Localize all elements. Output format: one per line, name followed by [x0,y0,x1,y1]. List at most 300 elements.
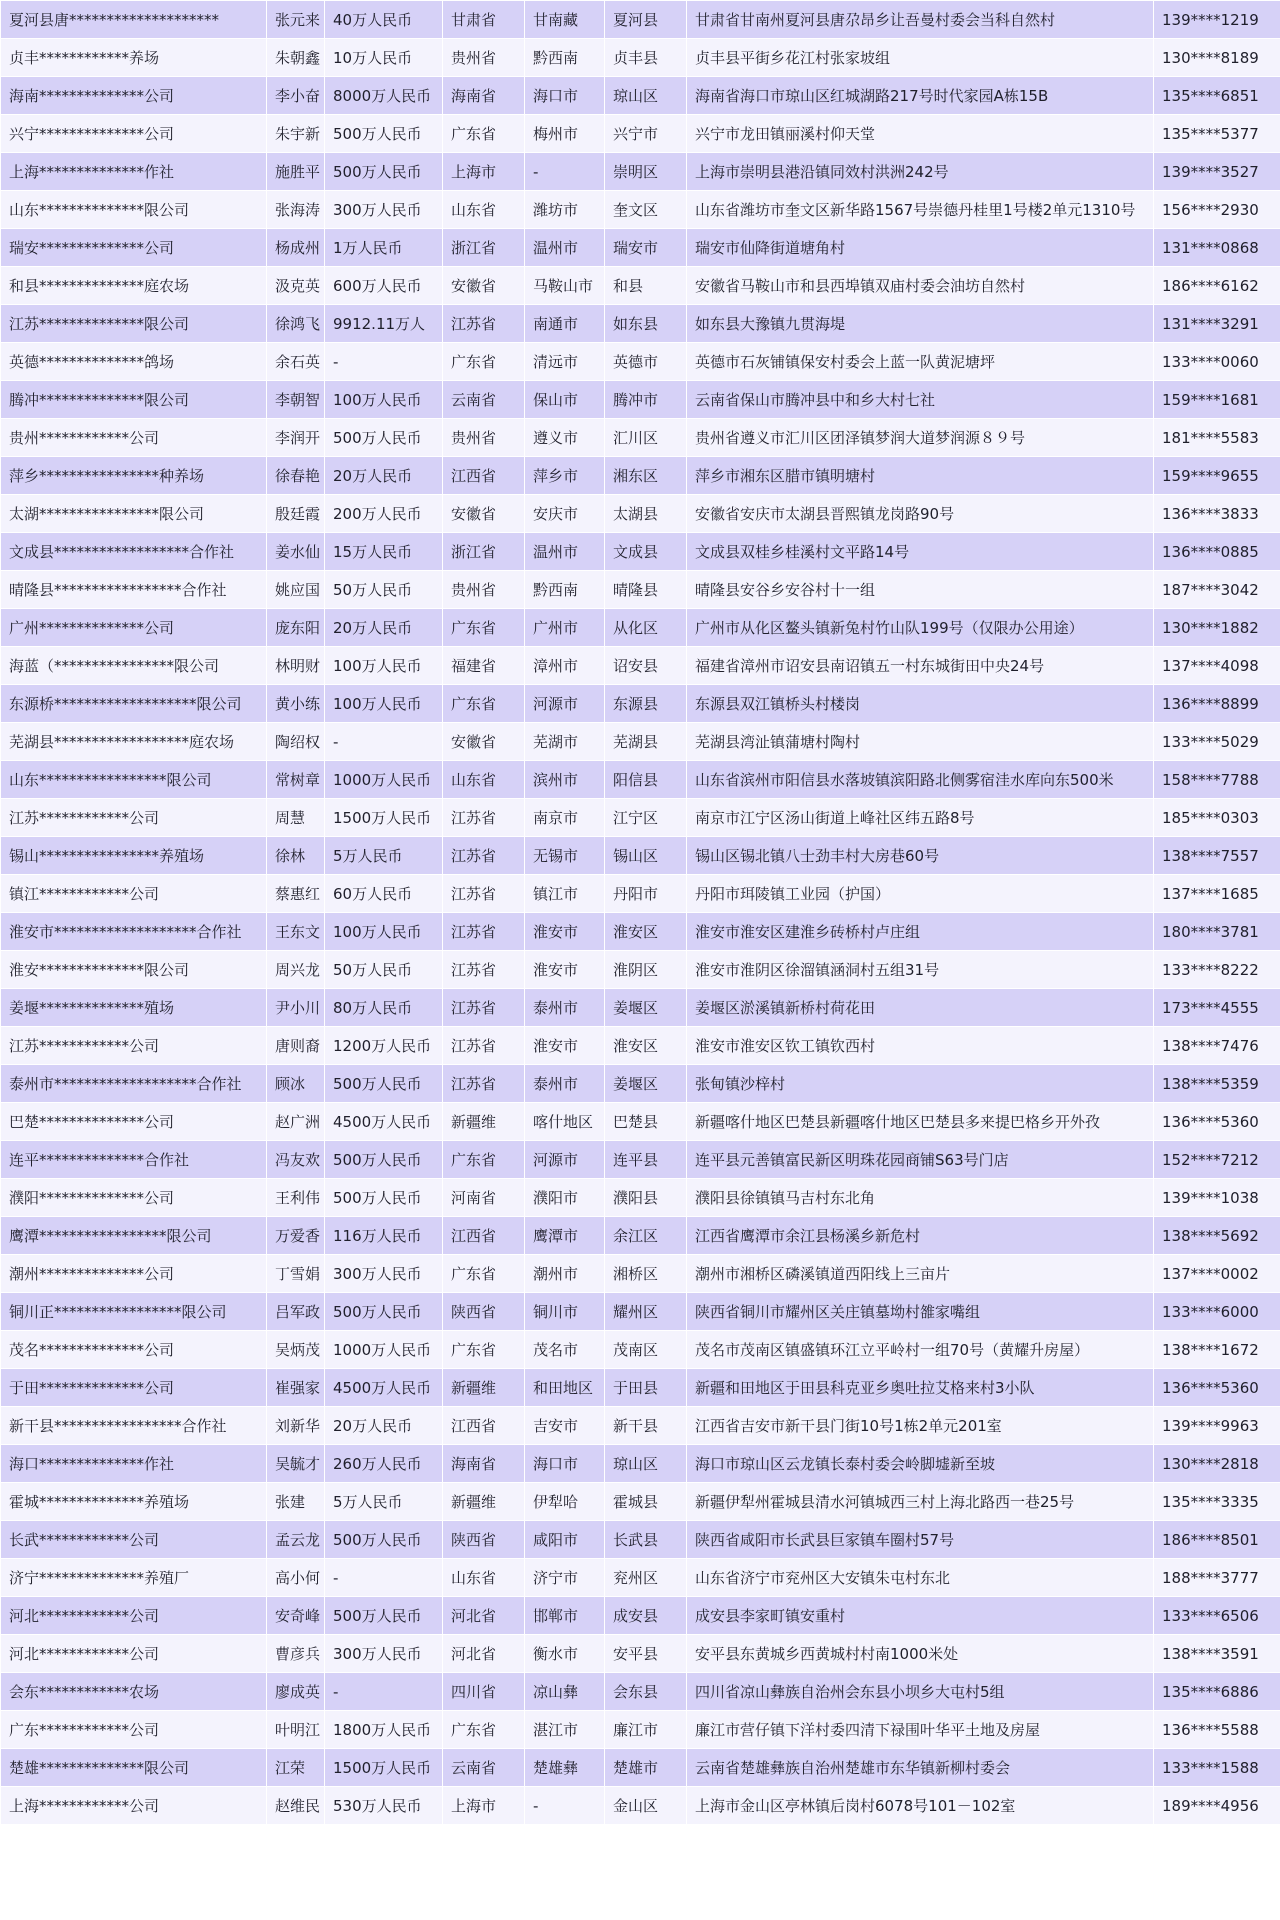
table-row [1,1597,1280,1635]
city-cell: 黔西南 [525,39,605,77]
phone-cell: 133****8222 [1154,951,1280,989]
phone-cell: 138****1672 [1154,1331,1280,1369]
legal-rep-cell: 徐鸿飞 [267,305,325,343]
address-cell: 安平县东黄城乡西黄城村村南1000米处 [687,1635,1154,1673]
company-name-cell: 潮州**************公司 [1,1255,267,1293]
city-cell: 潮州市 [525,1255,605,1293]
phone-cell: 159****9655 [1154,457,1280,495]
district-cell: 贞丰县 [605,39,687,77]
phone-cell: 188****3777 [1154,1559,1280,1597]
province-cell: 广东省 [443,343,525,381]
district-cell: 兴宁市 [605,115,687,153]
legal-rep-cell: 黄小练 [267,685,325,723]
table-row [1,229,1280,267]
district-cell: 江宁区 [605,799,687,837]
table-row [1,1027,1280,1065]
registered-capital-cell: 260万人民币 [325,1445,443,1483]
phone-cell: 137****4098 [1154,647,1280,685]
phone-cell: 139****9963 [1154,1407,1280,1445]
legal-rep-cell: 周兴龙 [267,951,325,989]
city-cell: 南京市 [525,799,605,837]
registered-capital-cell: - [325,1673,443,1711]
registered-capital-cell: 1200万人民币 [325,1027,443,1065]
city-cell: - [525,1787,605,1825]
address-cell: 锡山区锡北镇八士劲丰村大房巷60号 [687,837,1154,875]
district-cell: 夏河县 [605,1,687,39]
table-row [1,1,1280,39]
address-cell: 云南省楚雄彝族自治州楚雄市东华镇新柳村委会 [687,1749,1154,1787]
district-cell: 巴楚县 [605,1103,687,1141]
table-row [1,1521,1280,1559]
phone-cell: 131****3291 [1154,305,1280,343]
district-cell: 廉江市 [605,1711,687,1749]
phone-cell: 139****1219 [1154,1,1280,39]
legal-rep-cell: 周慧 [267,799,325,837]
address-cell: 淮安市淮阴区徐溜镇涵洞村五组31号 [687,951,1154,989]
company-name-cell: 连平**************合作社 [1,1141,267,1179]
province-cell: 广东省 [443,685,525,723]
city-cell: 温州市 [525,229,605,267]
company-name-cell: 夏河县唐******************** [1,1,267,39]
province-cell: 广东省 [443,1711,525,1749]
district-cell: 余江区 [605,1217,687,1255]
phone-cell: 133****6000 [1154,1293,1280,1331]
registered-capital-cell: 1000万人民币 [325,1331,443,1369]
company-name-cell: 和县**************庭农场 [1,267,267,305]
phone-cell: 139****3527 [1154,153,1280,191]
registered-capital-cell: 1500万人民币 [325,1749,443,1787]
address-cell: 如东县大豫镇九贯海堤 [687,305,1154,343]
address-cell: 山东省潍坊市奎文区新华路1567号崇德丹桂里1号楼2单元1310号 [687,191,1154,229]
registered-capital-cell: 300万人民币 [325,1255,443,1293]
district-cell: 锡山区 [605,837,687,875]
address-cell: 兴宁市龙田镇丽溪村仰天堂 [687,115,1154,153]
address-cell: 姜堰区淤溪镇新桥村荷花田 [687,989,1154,1027]
address-cell: 淮安市淮安区钦工镇钦西村 [687,1027,1154,1065]
company-name-cell: 瑞安**************公司 [1,229,267,267]
legal-rep-cell: 张建 [267,1483,325,1521]
city-cell: 濮阳市 [525,1179,605,1217]
phone-cell: 136****5360 [1154,1103,1280,1141]
address-cell: 山东省滨州市阳信县水落坡镇滨阳路北侧雾宿洼水库向东500米 [687,761,1154,799]
legal-rep-cell: 廖成英 [267,1673,325,1711]
province-cell: 贵州省 [443,39,525,77]
company-name-cell: 会东************农场 [1,1673,267,1711]
phone-cell: 186****6162 [1154,267,1280,305]
table-row [1,685,1280,723]
table-row [1,419,1280,457]
city-cell: 温州市 [525,533,605,571]
table-row [1,1483,1280,1521]
registered-capital-cell: - [325,723,443,761]
city-cell: 萍乡市 [525,457,605,495]
phone-cell: 159****1681 [1154,381,1280,419]
company-name-cell: 上海************公司 [1,1787,267,1825]
phone-cell: 156****2930 [1154,191,1280,229]
phone-cell: 136****3833 [1154,495,1280,533]
legal-rep-cell: 丁雪娟 [267,1255,325,1293]
phone-cell: 189****4956 [1154,1787,1280,1825]
phone-cell: 130****2818 [1154,1445,1280,1483]
legal-rep-cell: 徐春艳 [267,457,325,495]
table-row [1,761,1280,799]
legal-rep-cell: 王东文 [267,913,325,951]
province-cell: 安徽省 [443,267,525,305]
address-cell: 四川省凉山彝族自治州会东县小坝乡大屯村5组 [687,1673,1154,1711]
province-cell: 江苏省 [443,875,525,913]
registered-capital-cell: 9912.11万人 [325,305,443,343]
legal-rep-cell: 吴炳茂 [267,1331,325,1369]
registered-capital-cell: - [325,1559,443,1597]
table-row [1,1673,1280,1711]
city-cell: 鹰潭市 [525,1217,605,1255]
province-cell: 江西省 [443,1217,525,1255]
address-cell: 云南省保山市腾冲县中和乡大村七社 [687,381,1154,419]
city-cell: 湛江市 [525,1711,605,1749]
address-cell: 东源县双江镇桥头村楼岗 [687,685,1154,723]
district-cell: 兖州区 [605,1559,687,1597]
legal-rep-cell: 李朝智 [267,381,325,419]
address-cell: 新疆和田地区于田县科克亚乡奥吐拉艾格来村3小队 [687,1369,1154,1407]
registered-capital-cell: 100万人民币 [325,685,443,723]
city-cell: 咸阳市 [525,1521,605,1559]
legal-rep-cell: 朱朝鑫 [267,39,325,77]
district-cell: 阳信县 [605,761,687,799]
district-cell: 于田县 [605,1369,687,1407]
table-row [1,533,1280,571]
phone-cell: 136****5360 [1154,1369,1280,1407]
address-cell: 福建省漳州市诏安县南诏镇五一村东城街田中央24号 [687,647,1154,685]
district-cell: 淮安区 [605,913,687,951]
phone-cell: 130****1882 [1154,609,1280,647]
phone-cell: 187****3042 [1154,571,1280,609]
legal-rep-cell: 江荣 [267,1749,325,1787]
company-name-cell: 太湖****************限公司 [1,495,267,533]
district-cell: 安平县 [605,1635,687,1673]
city-cell: 马鞍山市 [525,267,605,305]
address-cell: 潮州市湘桥区磷溪镇道西阳线上三亩片 [687,1255,1154,1293]
registered-capital-cell: 1000万人民币 [325,761,443,799]
phone-cell: 138****3591 [1154,1635,1280,1673]
table-row [1,1445,1280,1483]
district-cell: 东源县 [605,685,687,723]
registered-capital-cell: 530万人民币 [325,1787,443,1825]
registered-capital-cell: 8000万人民币 [325,77,443,115]
district-cell: 湘东区 [605,457,687,495]
company-name-cell: 泰州市*******************合作社 [1,1065,267,1103]
table-row [1,1407,1280,1445]
table-row [1,39,1280,77]
company-name-cell: 腾冲**************限公司 [1,381,267,419]
province-cell: 上海市 [443,1787,525,1825]
district-cell: 如东县 [605,305,687,343]
legal-rep-cell: 吕军政 [267,1293,325,1331]
district-cell: 从化区 [605,609,687,647]
province-cell: 广东省 [443,609,525,647]
legal-rep-cell: 赵广洲 [267,1103,325,1141]
company-name-cell: 海口**************作社 [1,1445,267,1483]
district-cell: 茂南区 [605,1331,687,1369]
company-name-cell: 淮安**************限公司 [1,951,267,989]
city-cell: 滨州市 [525,761,605,799]
legal-rep-cell: 唐则裔 [267,1027,325,1065]
registered-capital-cell: 100万人民币 [325,913,443,951]
legal-rep-cell: 叶明江 [267,1711,325,1749]
company-name-cell: 兴宁**************公司 [1,115,267,153]
province-cell: 江西省 [443,457,525,495]
phone-cell: 136****8899 [1154,685,1280,723]
legal-rep-cell: 冯友欢 [267,1141,325,1179]
company-table-body [1,1,1280,1825]
phone-cell: 138****7476 [1154,1027,1280,1065]
phone-cell: 138****5692 [1154,1217,1280,1255]
legal-rep-cell: 姜水仙 [267,533,325,571]
registered-capital-cell: 500万人民币 [325,1521,443,1559]
district-cell: 成安县 [605,1597,687,1635]
company-name-cell: 江苏**************限公司 [1,305,267,343]
company-name-cell: 河北************公司 [1,1635,267,1673]
table-row [1,875,1280,913]
province-cell: 广东省 [443,115,525,153]
legal-rep-cell: 常树章 [267,761,325,799]
address-cell: 新疆喀什地区巴楚县新疆喀什地区巴楚县多来提巴格乡开外孜 [687,1103,1154,1141]
phone-cell: 135****5377 [1154,115,1280,153]
district-cell: 霍城县 [605,1483,687,1521]
legal-rep-cell: 顾冰 [267,1065,325,1103]
company-name-cell: 濮阳**************公司 [1,1179,267,1217]
district-cell: 琼山区 [605,77,687,115]
city-cell: 潍坊市 [525,191,605,229]
legal-rep-cell: 陶绍权 [267,723,325,761]
table-row [1,457,1280,495]
legal-rep-cell: 李润开 [267,419,325,457]
city-cell: 泰州市 [525,1065,605,1103]
phone-cell: 138****7557 [1154,837,1280,875]
registered-capital-cell: 20万人民币 [325,609,443,647]
province-cell: 陕西省 [443,1293,525,1331]
phone-cell: 133****6506 [1154,1597,1280,1635]
address-cell: 陕西省铜川市耀州区关庄镇墓坳村雒家嘴组 [687,1293,1154,1331]
city-cell: 吉安市 [525,1407,605,1445]
province-cell: 广东省 [443,1255,525,1293]
district-cell: 会东县 [605,1673,687,1711]
district-cell: 晴隆县 [605,571,687,609]
table-row [1,305,1280,343]
registered-capital-cell: 600万人民币 [325,267,443,305]
company-name-cell: 茂名**************公司 [1,1331,267,1369]
address-cell: 瑞安市仙降街道塘角村 [687,229,1154,267]
legal-rep-cell: 杨成州 [267,229,325,267]
city-cell: 海口市 [525,1445,605,1483]
address-cell: 贵州省遵义市汇川区团泽镇梦润大道梦润源８９号 [687,419,1154,457]
table-row [1,609,1280,647]
registered-capital-cell: 50万人民币 [325,951,443,989]
district-cell: 楚雄市 [605,1749,687,1787]
legal-rep-cell: 施胜平 [267,153,325,191]
province-cell: 山东省 [443,1559,525,1597]
table-row [1,989,1280,1027]
table-row [1,571,1280,609]
registered-capital-cell: 5万人民币 [325,837,443,875]
table-row [1,343,1280,381]
province-cell: 江苏省 [443,989,525,1027]
province-cell: 甘肃省 [443,1,525,39]
company-name-cell: 东源桥*******************限公司 [1,685,267,723]
district-cell: 芜湖县 [605,723,687,761]
district-cell: 瑞安市 [605,229,687,267]
province-cell: 江苏省 [443,305,525,343]
city-cell: 伊犁哈 [525,1483,605,1521]
province-cell: 广东省 [443,1141,525,1179]
city-cell: 广州市 [525,609,605,647]
company-name-cell: 姜堰**************殖场 [1,989,267,1027]
table-row [1,723,1280,761]
registered-capital-cell: 15万人民币 [325,533,443,571]
registered-capital-cell: 4500万人民币 [325,1369,443,1407]
legal-rep-cell: 孟云龙 [267,1521,325,1559]
district-cell: 琼山区 [605,1445,687,1483]
company-name-cell: 济宁**************养殖厂 [1,1559,267,1597]
table-row [1,647,1280,685]
address-cell: 晴隆县安谷乡安谷村十一组 [687,571,1154,609]
city-cell: 衡水市 [525,1635,605,1673]
province-cell: 河南省 [443,1179,525,1217]
address-cell: 成安县李家町镇安重村 [687,1597,1154,1635]
city-cell: 济宁市 [525,1559,605,1597]
registered-capital-cell: 500万人民币 [325,1179,443,1217]
company-name-cell: 贞丰************养场 [1,39,267,77]
city-cell: 楚雄彝 [525,1749,605,1787]
company-name-cell: 长武************公司 [1,1521,267,1559]
table-row [1,115,1280,153]
company-name-cell: 萍乡****************种养场 [1,457,267,495]
table-row [1,267,1280,305]
table-row [1,191,1280,229]
province-cell: 江苏省 [443,951,525,989]
city-cell: 和田地区 [525,1369,605,1407]
address-cell: 陕西省咸阳市长武县巨家镇车圈村57号 [687,1521,1154,1559]
phone-cell: 158****7788 [1154,761,1280,799]
registered-capital-cell: 1500万人民币 [325,799,443,837]
legal-rep-cell: 高小何 [267,1559,325,1597]
address-cell: 英德市石灰铺镇保安村委会上蓝一队黄泥塘坪 [687,343,1154,381]
city-cell: 凉山彝 [525,1673,605,1711]
district-cell: 姜堰区 [605,989,687,1027]
table-row [1,951,1280,989]
registered-capital-cell: 300万人民币 [325,1635,443,1673]
city-cell: 铜川市 [525,1293,605,1331]
phone-cell: 133****0060 [1154,343,1280,381]
district-cell: 太湖县 [605,495,687,533]
legal-rep-cell: 张元来 [267,1,325,39]
company-name-cell: 镇江************公司 [1,875,267,913]
registered-capital-cell: 100万人民币 [325,647,443,685]
table-row [1,799,1280,837]
phone-cell: 136****5588 [1154,1711,1280,1749]
table-row [1,1217,1280,1255]
address-cell: 山东省济宁市兖州区大安镇朱屯村东北 [687,1559,1154,1597]
phone-cell: 152****7212 [1154,1141,1280,1179]
legal-rep-cell: 林明财 [267,647,325,685]
table-row [1,1103,1280,1141]
registered-capital-cell: 500万人民币 [325,419,443,457]
city-cell: 南通市 [525,305,605,343]
phone-cell: 130****8189 [1154,39,1280,77]
legal-rep-cell: 崔强家 [267,1369,325,1407]
company-name-cell: 锡山****************养殖场 [1,837,267,875]
city-cell: 淮安市 [525,1027,605,1065]
table-row [1,77,1280,115]
phone-cell: 185****0303 [1154,799,1280,837]
district-cell: 连平县 [605,1141,687,1179]
city-cell: 邯郸市 [525,1597,605,1635]
address-cell: 安徽省安庆市太湖县晋熙镇龙岗路90号 [687,495,1154,533]
address-cell: 江西省鹰潭市余江县杨溪乡新危村 [687,1217,1154,1255]
table-row [1,1331,1280,1369]
legal-rep-cell: 尹小川 [267,989,325,1027]
district-cell: 淮安区 [605,1027,687,1065]
address-cell: 淮安市淮安区建淮乡砖桥村卢庄组 [687,913,1154,951]
district-cell: 耀州区 [605,1293,687,1331]
legal-rep-cell: 万爱香 [267,1217,325,1255]
registered-capital-cell: 100万人民币 [325,381,443,419]
province-cell: 新疆维 [443,1369,525,1407]
district-cell: 姜堰区 [605,1065,687,1103]
legal-rep-cell: 汲克英 [267,267,325,305]
province-cell: 江苏省 [443,1027,525,1065]
phone-cell: 137****0002 [1154,1255,1280,1293]
province-cell: 海南省 [443,1445,525,1483]
legal-rep-cell: 殷廷霞 [267,495,325,533]
registered-capital-cell: 1万人民币 [325,229,443,267]
address-cell: 芜湖县湾沚镇蒲塘村陶村 [687,723,1154,761]
table-row [1,1635,1280,1673]
address-cell: 贞丰县平街乡花江村张家坡组 [687,39,1154,77]
district-cell: 长武县 [605,1521,687,1559]
province-cell: 山东省 [443,191,525,229]
company-name-cell: 上海**************作社 [1,153,267,191]
city-cell: 安庆市 [525,495,605,533]
city-cell: 遵义市 [525,419,605,457]
company-name-cell: 晴隆县*****************合作社 [1,571,267,609]
registered-capital-cell: 500万人民币 [325,115,443,153]
district-cell: 腾冲市 [605,381,687,419]
company-name-cell: 英德**************鸽场 [1,343,267,381]
legal-rep-cell: 朱宇新 [267,115,325,153]
table-row [1,1141,1280,1179]
registered-capital-cell: 200万人民币 [325,495,443,533]
province-cell: 江苏省 [443,799,525,837]
phone-cell: 139****1038 [1154,1179,1280,1217]
city-cell: 黔西南 [525,571,605,609]
legal-rep-cell: 李小奋 [267,77,325,115]
district-cell: 英德市 [605,343,687,381]
address-cell: 萍乡市湘东区腊市镇明塘村 [687,457,1154,495]
city-cell: 河源市 [525,1141,605,1179]
phone-cell: 135****6886 [1154,1673,1280,1711]
address-cell: 新疆伊犁州霍城县清水河镇城西三村上海北路西一巷25号 [687,1483,1154,1521]
phone-cell: 181****5583 [1154,419,1280,457]
city-cell: 喀什地区 [525,1103,605,1141]
city-cell: 甘南藏 [525,1,605,39]
phone-cell: 138****5359 [1154,1065,1280,1103]
province-cell: 云南省 [443,381,525,419]
company-name-cell: 文成县******************合作社 [1,533,267,571]
company-name-cell: 鹰潭*****************限公司 [1,1217,267,1255]
district-cell: 汇川区 [605,419,687,457]
table-row [1,381,1280,419]
table-row [1,1369,1280,1407]
